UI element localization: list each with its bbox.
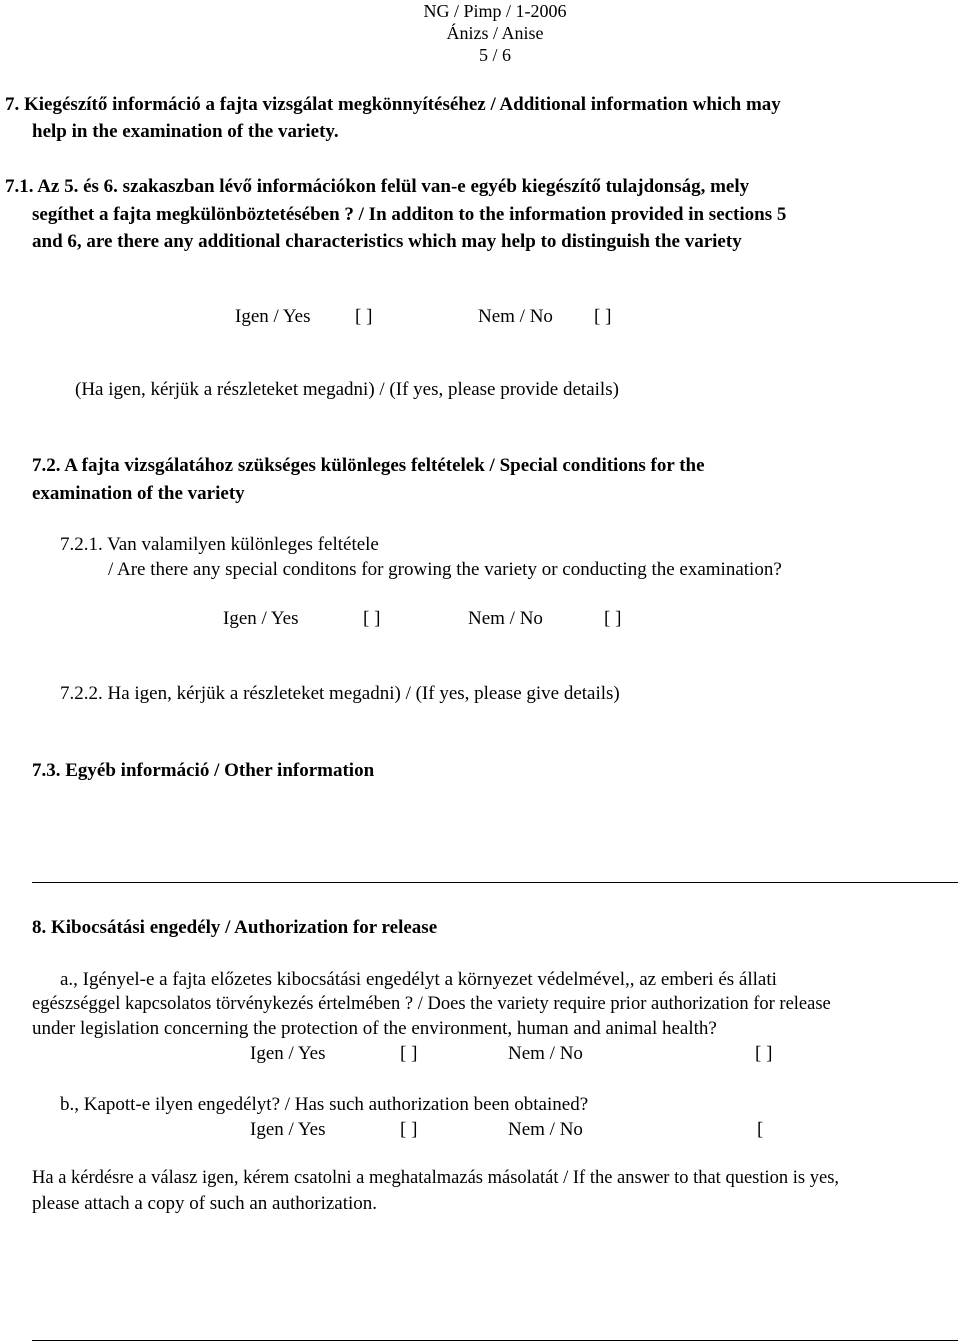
- question-8b: b., Kapott-e ilyen engedélyt? / Has such authorization been obtained?: [60, 1094, 589, 1115]
- section-7-heading-line-1: 7. Kiegészítő információ a fajta vizsgálat megkönnyítéséhez / Additional information which may: [5, 94, 781, 115]
- question-7-2-2: 7.2.2. Ha igen, kérjük a részleteket megadni) / (If yes, please give details): [60, 683, 620, 704]
- authorization-note-line-2: please attach a copy of such an authorization.: [32, 1193, 378, 1214]
- q8b-yes-label: Igen / Yes: [250, 1119, 326, 1140]
- q8b-no-checkbox[interactable]: [: [757, 1119, 764, 1140]
- divider-line: [32, 882, 958, 883]
- q8a-yes-label: Igen / Yes: [250, 1043, 326, 1064]
- q71-yes-checkbox[interactable]: [ ]: [355, 306, 373, 327]
- q8b-yes-checkbox[interactable]: [ ]: [400, 1119, 418, 1140]
- header-species: Ánizs / Anise: [446, 23, 544, 43]
- section-7-2-heading-line-2: examination of the variety: [32, 483, 245, 504]
- section-7-2-heading-line-1: 7.2. A fajta vizsgálatához szükséges különleges feltételek / Special conditions for the: [32, 455, 705, 476]
- section-8-heading: 8. Kibocsátási engedély / Authorization for release: [32, 917, 438, 938]
- q8a-no-label: Nem / No: [508, 1043, 583, 1064]
- q71-details-prompt: (Ha igen, kérjük a részleteket megadni) / (If yes, please provide details): [75, 379, 619, 400]
- header-page-number: 5 / 6: [478, 45, 511, 65]
- q721-yes-checkbox[interactable]: [ ]: [363, 608, 381, 629]
- question-7-2-1-line-1: 7.2.1. Van valamilyen különleges feltétele: [60, 534, 379, 555]
- question-7-1-line-3: and 6, are there any additional characteristics which may help to distinguish the variety: [32, 231, 742, 252]
- question-8a-line-2: egészséggel kapcsolatos törvénykezés értelmében ? / Does the variety require prior authorization for release: [32, 994, 831, 1014]
- header-form-code: NG / Pimp / 1-2006: [423, 1, 567, 21]
- question-7-1-line-2: segíthet a fajta megkülönböztetésében ? / In additon to the information provided in sections 5: [32, 204, 787, 225]
- q721-yes-label: Igen / Yes: [223, 608, 299, 629]
- section-7-heading-line-2: help in the examination of the variety.: [32, 121, 339, 142]
- q8a-yes-checkbox[interactable]: [ ]: [400, 1043, 418, 1064]
- question-7-2-1-line-2: / Are there any special conditons for growing the variety or conducting the examination?: [108, 559, 782, 580]
- question-8a-line-1: a., Igényel-e a fajta előzetes kibocsátási engedélyt a környezet védelmével,, az emberi és állati: [60, 969, 777, 990]
- q71-no-checkbox[interactable]: [ ]: [594, 306, 612, 327]
- bottom-rule: [32, 1340, 958, 1341]
- q8a-no-checkbox[interactable]: [ ]: [755, 1043, 773, 1064]
- question-7-1-line-1: 7.1. Az 5. és 6. szakaszban lévő információkon felül van-e egyéb kiegészítő tulajdonság, mely: [5, 176, 750, 197]
- q721-no-label: Nem / No: [468, 608, 543, 629]
- authorization-note-line-1: Ha a kérdésre a válasz igen, kérem csatolni a meghatalmazás másolatát / If the answer to that question is yes,: [32, 1168, 840, 1188]
- question-8a-line-3: under legislation concerning the protection of the environment, human and animal health?: [32, 1018, 717, 1039]
- q721-no-checkbox[interactable]: [ ]: [604, 608, 622, 629]
- q71-yes-label: Igen / Yes: [235, 306, 311, 327]
- q8b-no-label: Nem / No: [508, 1119, 583, 1140]
- q71-no-label: Nem / No: [478, 306, 553, 327]
- section-7-3-heading: 7.3. Egyéb információ / Other information: [32, 760, 375, 781]
